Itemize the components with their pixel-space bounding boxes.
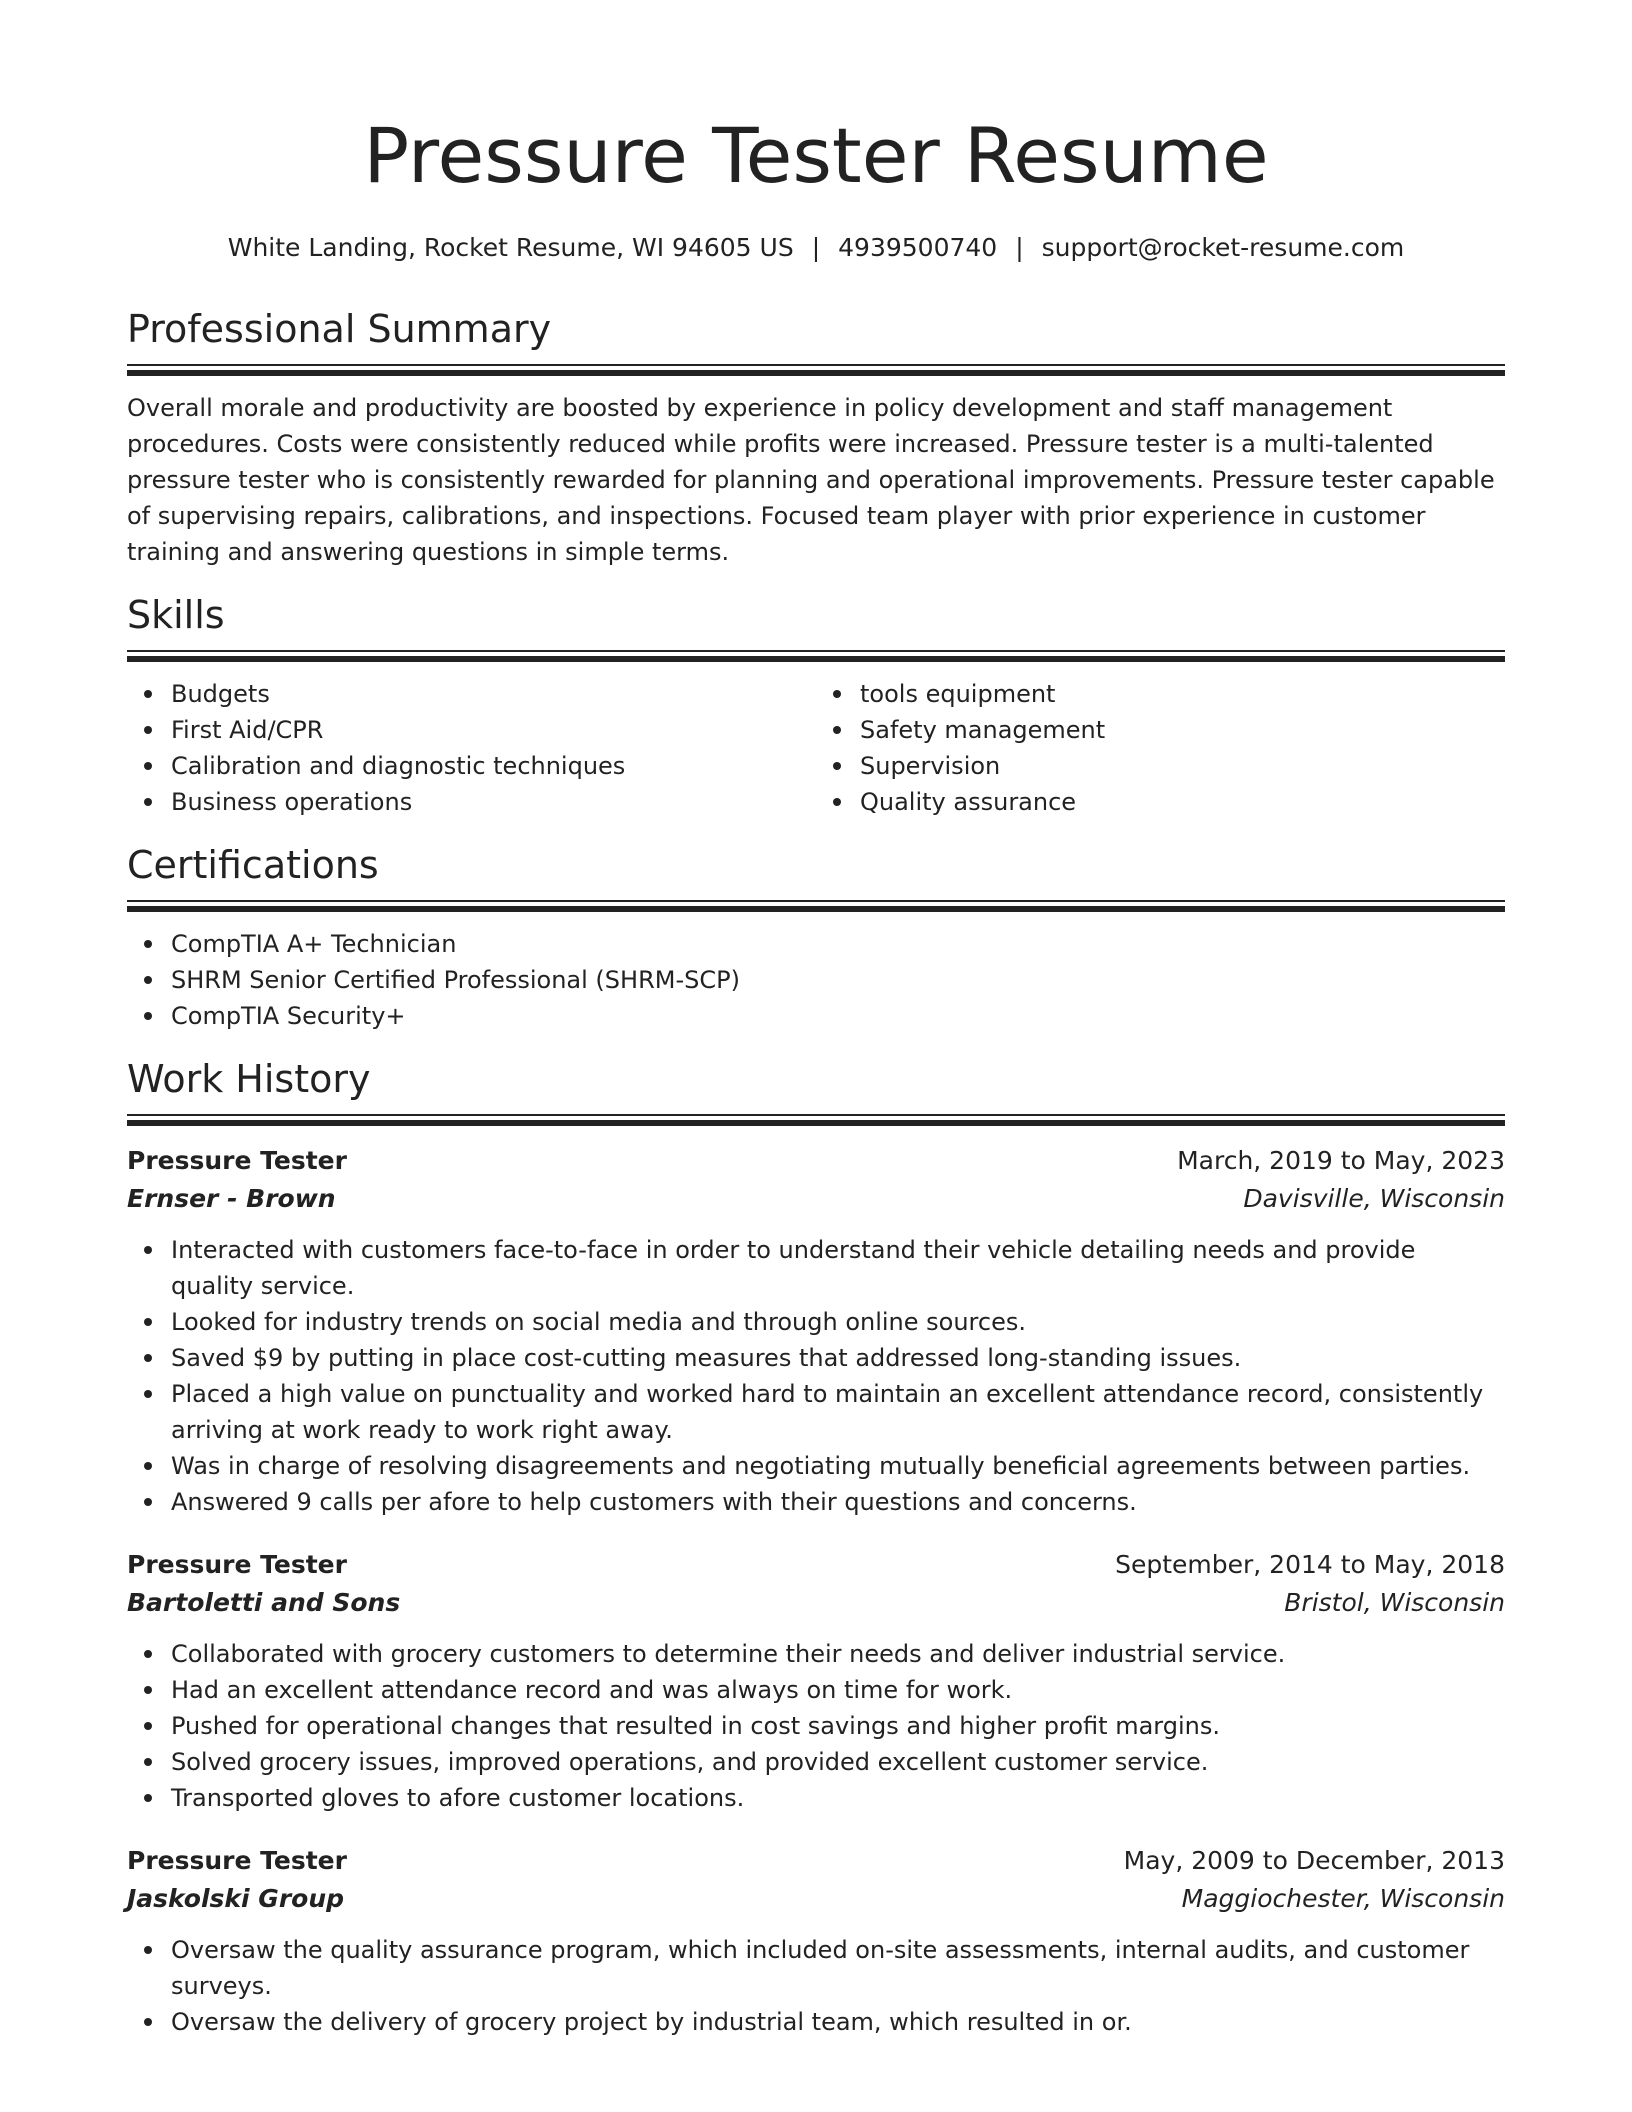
skills-grid <box>127 676 1505 820</box>
job-bullets <box>127 1232 1505 1520</box>
summary-section <box>127 306 1505 570</box>
skill-item: First Aid/CPR <box>171 712 816 748</box>
skills-heading: Skills <box>127 593 225 637</box>
job-title: Pressure Tester <box>127 1550 347 1579</box>
job-header-row <box>127 1142 1505 1180</box>
job-location: Bristol, Wisconsin <box>1284 1588 1505 1617</box>
skill-item: Calibration and diagnostic techniques <box>171 748 816 784</box>
job-bullet: Oversaw the quality assurance program, which included on-site assessments, internal audits, and customer surveys. <box>171 1932 1505 2004</box>
skill-item: Safety management <box>860 712 1505 748</box>
job-bullet: Pushed for operational changes that resulted in cost savings and higher profit margins. <box>171 1708 1505 1744</box>
separator: | <box>811 233 821 262</box>
job-entry <box>127 1546 1505 1816</box>
section-divider <box>127 900 1505 912</box>
job-bullet: Saved $9 by putting in place cost-cutting measures that addressed long-standing issues. <box>171 1340 1505 1376</box>
job-header-row <box>127 1842 1505 1880</box>
section-divider <box>127 364 1505 376</box>
work-history-section <box>127 1056 1505 2040</box>
certifications-list <box>127 926 1505 1034</box>
job-bullet: Solved grocery issues, improved operations, and provided excellent customer service. <box>171 1744 1505 1780</box>
section-divider <box>127 1114 1505 1126</box>
job-company-row <box>127 1180 1505 1218</box>
job-company-row <box>127 1584 1505 1622</box>
summary-heading: Professional Summary <box>127 307 552 351</box>
summary-text: Overall morale and productivity are boosted by experience in policy development and staff management procedures. Costs were consistently reduced while profits were increased. Pressure tester is a multi-talented pressure tester who is consistently rewarded for planning and operational improvements. Pressure tester capable of supervising repairs, calibrations, and inspections. Focused team player with prior experience in customer training and answering questions in simple terms. <box>127 394 1495 566</box>
certifications-section <box>127 842 1505 1034</box>
phone: 4939500740 <box>838 233 998 262</box>
job-bullet: Interacted with customers face-to-face in order to understand their vehicle detailing needs and provide quality service. <box>171 1232 1505 1304</box>
skill-item: tools equipment <box>860 676 1505 712</box>
section-divider <box>127 650 1505 662</box>
email-link[interactable]: support@rocket-resume.com <box>1041 233 1405 262</box>
job-dates: September, 2014 to May, 2018 <box>1115 1550 1505 1579</box>
certification-item: SHRM Senior Certified Professional (SHRM-SCP) <box>171 962 1505 998</box>
address: White Landing, Rocket Resume, WI 94605 US <box>227 233 794 262</box>
certification-item: CompTIA A+ Technician <box>171 926 1505 962</box>
job-bullet: Placed a high value on punctuality and worked hard to maintain an excellent attendance record, consistently arriving at work ready to work right away. <box>171 1376 1505 1448</box>
job-bullet: Collaborated with grocery customers to determine their needs and deliver industrial service. <box>171 1636 1505 1672</box>
job-title: Pressure Tester <box>127 1146 347 1175</box>
skills-list-right <box>816 676 1505 820</box>
job-bullet: Answered 9 calls per afore to help customers with their questions and concerns. <box>171 1484 1505 1520</box>
job-location: Davisville, Wisconsin <box>1243 1184 1505 1213</box>
skills-list-left <box>127 676 816 820</box>
job-bullet: Looked for industry trends on social media and through online sources. <box>171 1304 1505 1340</box>
skills-section <box>127 592 1505 820</box>
skill-item: Supervision <box>860 748 1505 784</box>
job-location: Maggiochester, Wisconsin <box>1181 1884 1505 1913</box>
job-header-row <box>127 1546 1505 1584</box>
job-bullet: Transported gloves to afore customer locations. <box>171 1780 1505 1816</box>
job-bullet: Had an excellent attendance record and was always on time for work. <box>171 1672 1505 1708</box>
job-bullet: Was in charge of resolving disagreements and negotiating mutually beneficial agreements between parties. <box>171 1448 1505 1484</box>
certifications-heading: Certifications <box>127 843 379 887</box>
certification-item: CompTIA Security+ <box>171 998 1505 1034</box>
contact-line <box>127 232 1505 264</box>
resume-title: Pressure Tester Resume <box>363 111 1269 200</box>
job-company: Jaskolski Group <box>127 1884 345 1913</box>
job-company: Bartoletti and Sons <box>127 1588 401 1617</box>
job-dates: May, 2009 to December, 2013 <box>1123 1846 1505 1875</box>
work-history-heading: Work History <box>127 1057 371 1101</box>
job-company-row <box>127 1880 1505 1918</box>
job-entry <box>127 1842 1505 2040</box>
skill-item: Business operations <box>171 784 816 820</box>
job-title: Pressure Tester <box>127 1846 347 1875</box>
job-bullets <box>127 1932 1505 2040</box>
job-bullets <box>127 1636 1505 1816</box>
separator: | <box>1015 233 1024 262</box>
job-entry <box>127 1142 1505 1520</box>
skill-item: Quality assurance <box>860 784 1505 820</box>
skill-item: Budgets <box>171 676 816 712</box>
job-company: Ernser - Brown <box>127 1184 336 1213</box>
job-dates: March, 2019 to May, 2023 <box>1177 1146 1505 1175</box>
job-bullet: Oversaw the delivery of grocery project by industrial team, which resulted in or. <box>171 2004 1505 2040</box>
